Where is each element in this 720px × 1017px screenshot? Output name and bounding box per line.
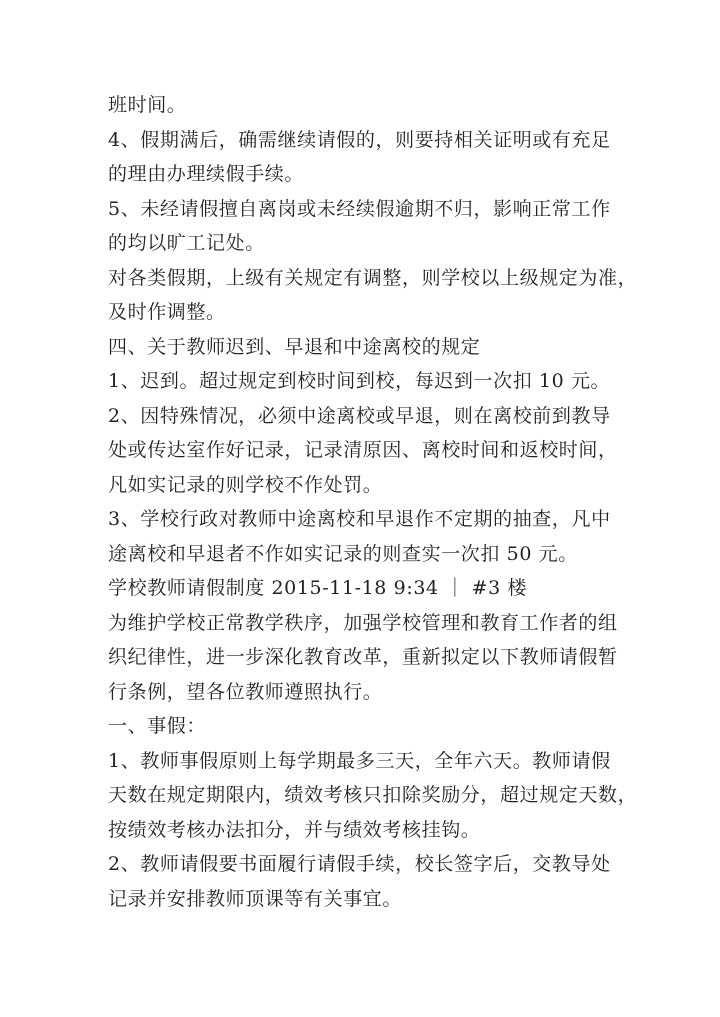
text-line: 的理由办理续假手续。 [108, 163, 305, 185]
text-line: 4、假期满后，确需继续请假的，则要持相关证明或有充足 [108, 128, 611, 151]
text-line: 1、教师事假原则上每学期最多三天，全年六天。教师请假 [108, 749, 611, 772]
text-line: 途离校和早退者不作如实记录的则查实一次扣 50 元。 [108, 542, 578, 565]
text-line: 1、迟到。超过规定到校时间到校，每迟到一次扣 10 元。 [108, 370, 611, 392]
section-heading: 一、事假： [108, 715, 207, 737]
text-line: 行条例，望各位教师遵照执行。 [108, 680, 383, 703]
text-line: 对各类假期，上级有关规定有调整，则学校以上级规定为准， [108, 266, 638, 289]
text-line: 天数在规定期限内，绩效考核只扣除奖励分，超过规定天数， [108, 784, 638, 806]
text-line: 2、教师请假要书面履行请假手续，校长签字后，交教导处 [108, 853, 611, 875]
text-line: 的均以旷工记处。 [108, 232, 265, 254]
text-line: 按绩效考核办法扣分，并与绩效考核挂钩。 [108, 818, 481, 841]
text-line: 处或传达室作好记录，记录清原因、离校时间和返校时间， [108, 439, 618, 461]
text-line: 5、未经请假擅自离岗或未经续假逾期不归，影响正常工作 [108, 197, 611, 220]
text-line: 织纪律性，进一步深化教育改革，重新拟定以下教师请假暂 [108, 646, 618, 668]
text-line: 凡如实记录的则学校不作处罚。 [108, 473, 383, 496]
text-line: 记录并安排教师顶课等有关事宜。 [108, 887, 403, 910]
text-line: 为维护学校正常教学秩序，加强学校管理和教育工作者的组 [108, 611, 618, 634]
text-line: 3、学校行政对教师中途离校和早退作不定期的抽查，凡中 [108, 508, 611, 530]
text-line: 及时作调整。 [108, 301, 226, 323]
text-line: 班时间。 [108, 94, 187, 116]
document-body [108, 88, 638, 916]
text-line: 2、因特殊情况，必须中途离校或早退，则在离校前到教导 [108, 404, 611, 427]
section-heading: 四、关于教师迟到、早退和中途离校的规定 [108, 335, 481, 358]
post-header: 学校教师请假制度 2015-11-18 9:34 ｜ #3 楼 [108, 577, 528, 599]
